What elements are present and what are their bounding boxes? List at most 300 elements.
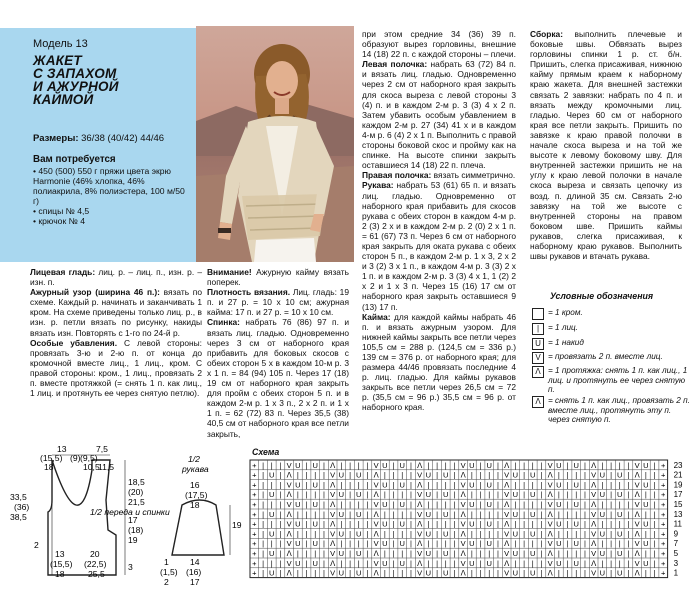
chart-cell-symbol: | — [523, 470, 526, 480]
paragraph-text: Ажурную кайму вязать поперек. — [207, 267, 349, 288]
chart-cell-symbol: U — [512, 568, 519, 578]
chart-cell-symbol: | — [566, 480, 569, 490]
chart-cell-symbol: | — [436, 519, 439, 529]
chart-cell-symbol: + — [661, 509, 666, 519]
chart-cell-symbol: | — [366, 509, 369, 519]
chart-cell-symbol: U — [399, 480, 405, 490]
chart-cell-symbol: | — [531, 460, 534, 470]
chart-cell-symbol: U — [382, 460, 388, 470]
chart-cell-symbol: | — [618, 519, 621, 529]
chart-cell-symbol: | — [566, 519, 569, 529]
chart-cell-symbol: | — [409, 509, 412, 519]
chart-row-number: 3 — [673, 558, 679, 568]
dim-r1: 18,5 — [128, 477, 145, 487]
chart-cell-symbol: | — [392, 568, 395, 578]
chart-cell-symbol: | — [366, 470, 369, 480]
chart-cell-symbol: | — [453, 529, 456, 539]
chart-cell-symbol: | — [279, 549, 282, 558]
chart-cell-symbol: V — [591, 529, 597, 539]
chart-cell-symbol: V — [547, 500, 553, 509]
paragraph-text: набрать 76 (86) 97 п. и вязать лиц. гладью. Одновременно через 3 см от наборного края прибавить для боковых скосов с обеих сторон 5 х в каждом 10-м р. 3 х 1 п. = 84 (94) 105 п. Через 17 (18) 19 см от наборного края закрыть для пройм с обеих сторон 5 п. и в каждом 2-м р. 1 х 3 п., 2 х 2 п. и 1 х 1 п. = 62 (72) 83 п. Через 35,5 (38) 40,5 см от наборного края все петли закрыть, — [207, 317, 349, 439]
chart-cell-symbol: | — [583, 558, 586, 568]
chart-cell-symbol: | — [444, 539, 447, 549]
chart-cell-symbol: | — [514, 539, 517, 549]
chart-cell-symbol: | — [436, 529, 439, 539]
chart-cell-symbol: U — [425, 549, 432, 558]
chart-cell-symbol: | — [349, 558, 352, 568]
chart-cell-symbol: U — [486, 460, 492, 470]
chart-cell-symbol: V — [634, 500, 640, 509]
dim-b4: 20 — [90, 549, 100, 559]
chart-cell-symbol: U — [469, 460, 475, 470]
chart-cell-symbol: | — [383, 568, 386, 578]
chart-cell-symbol: + — [252, 460, 257, 470]
chart-cell-symbol: | — [401, 568, 404, 578]
chart-cell-symbol: U — [338, 549, 345, 558]
piece-label-text: 1/2 переда и спинки — [90, 507, 170, 517]
chart-cell-symbol: | — [340, 500, 343, 509]
chart-cell-symbol: | — [444, 460, 447, 470]
dim-b2: (15,5) — [50, 559, 73, 569]
chart-cell-symbol: + — [661, 500, 666, 509]
chart-cell-symbol: U — [312, 460, 318, 470]
sleeve-label-1: 1/2 — [188, 454, 200, 464]
chart-cell-symbol: | — [409, 460, 412, 470]
chart-cell-symbol: | — [314, 549, 317, 558]
chart-cell-symbol: V — [591, 509, 597, 519]
chart-cell-symbol: V — [330, 490, 336, 500]
chart-cell-symbol: | — [427, 519, 430, 529]
chart-cell-symbol: V — [417, 509, 423, 519]
chart-cell-symbol: | — [436, 539, 439, 549]
chart-cell-symbol: | — [540, 460, 543, 470]
chart-cell-symbol: | — [610, 500, 613, 509]
chart-cell-symbol: | — [401, 549, 404, 558]
chart-cell-symbol: | — [314, 490, 317, 500]
chart-cell-symbol: ᐱ — [504, 480, 510, 490]
chart-cell-symbol: + — [661, 480, 666, 490]
text-column-4 — [530, 29, 682, 261]
chart-cell-symbol: V — [286, 480, 292, 490]
chart-cell-symbol: | — [279, 529, 282, 539]
chart-cell-symbol: U — [599, 568, 606, 578]
chart-cell-symbol: | — [314, 509, 317, 519]
chart-cell-symbol: ᐱ — [460, 509, 466, 519]
paragraph-text: вязать симметрично. — [431, 170, 516, 181]
chart-cell-symbol: | — [566, 568, 569, 578]
chart-cell-symbol: | — [436, 480, 439, 490]
chart-cell-symbol: | — [601, 519, 604, 529]
paragraph-text: набрать 63 (72) 84 п. и вязать лиц. гладью. Одновременно через 2 см от наборного края закрыть для скоса выреза с левой стороны 3 (4) п. и в каждом 2-м р. 3 (3) 4 х 2 п. Затем убавить особым убавлением в каждом 2-м р. 27 (34) 41 х и в каждом 4-м р. 6 (4) 2 х 1 п. Выполнить с правой стороны боковой скос и пройму как на спинке. На высоте спинки закрыть оставшиеся 14 (18) 22 п. плеча. — [362, 59, 516, 171]
chart-cell-symbol: | — [279, 490, 282, 500]
dim-left1: 33,5 — [10, 492, 27, 502]
chart-cell-symbol: U — [269, 509, 275, 519]
chart-cell-symbol: | — [279, 568, 282, 578]
chart-cell-symbol: | — [366, 519, 369, 529]
chart-cell-symbol: | — [479, 490, 482, 500]
chart-cell-symbol: | — [401, 490, 404, 500]
chart-cell-symbol: | — [427, 500, 430, 509]
chart-cell-symbol: ᐱ — [417, 539, 423, 549]
chart-cell-symbol: U — [643, 500, 649, 509]
chart-cell-symbol: U — [469, 500, 475, 509]
chart-cell-symbol: | — [296, 549, 299, 558]
chart-cell-symbol: | — [366, 558, 369, 568]
chart-cell-symbol: | — [610, 490, 613, 500]
chart-cell-symbol: | — [523, 480, 526, 490]
chart-cell-symbol: | — [514, 480, 517, 490]
chart-cell-symbol: ᐱ — [373, 470, 379, 480]
chart-cell-symbol: U — [425, 470, 432, 480]
chart-cell-symbol: | — [296, 470, 299, 480]
chart-row-number: 13 — [673, 509, 683, 519]
chart-cell-symbol: | — [479, 529, 482, 539]
chart-cell-symbol: ᐱ — [547, 490, 553, 500]
chart-cell-symbol: | — [644, 490, 647, 500]
chart-cell-symbol: V — [373, 480, 379, 490]
dim-left3: 38,5 — [10, 512, 27, 522]
chart-cell-symbol: ᐱ — [373, 549, 379, 558]
chart-cell-symbol: | — [523, 460, 526, 470]
chart-cell-symbol: | — [392, 549, 395, 558]
chart-cell-symbol: | — [575, 490, 578, 500]
dim-w4: (9,5) — [80, 453, 98, 463]
paragraph-text: лиц. р. – лиц. п., изн. р. – изн. п. — [30, 267, 202, 288]
chart-cell-symbol: | — [401, 470, 404, 480]
chart-cell-symbol: | — [436, 460, 439, 470]
chart-cell-symbol: U — [643, 558, 649, 568]
chart-cell-symbol: | — [366, 480, 369, 490]
chart-cell-symbol: | — [644, 529, 647, 539]
chart-cell-symbol: | — [583, 490, 586, 500]
chart-cell-symbol: U — [617, 529, 623, 539]
paragraph-text: набрать 53 (61) 65 п. и вязать лиц. гладью. Одновременно от наборного края прибавить для скосов рукава с обеих сторон в каждом 4-м р. 2 (3) 2 х и в каждом 2-м р. 2 (0) 2 х 1 п. = 61 (67) 73 п. Через 6 см от наборного края закрыть для оката рукава с обеих сторон 5 п., в каждом 2-м р. 1 х 3, 2 х 2 и 3 (2) 3 х 1 п., в каждом 4-м р. 3 (3) 2 х 1 п. и в каждом 2-м р. 3 (3) 4 х 1, 1 (2) 2 х 2 и 1 х 3 п. Через 15 (16) 17 см от наборного края закрыть оставшиеся 9 (13) 17 п. — [362, 180, 516, 312]
chart-cell-symbol: | — [262, 500, 265, 509]
chart-cell-symbol: + — [252, 549, 257, 558]
chart-cell-symbol: ᐱ — [634, 529, 640, 539]
materials-item: • 450 (500) 550 г пряжи цвета экрю Harmonie (46% хлопка, 46% полиакрила, 8% полиэстера, 100 м/50 г) — [33, 166, 185, 206]
chart-cell-symbol: | — [575, 549, 578, 558]
edge-stitch-icon — [532, 308, 544, 320]
chart-cell-symbol: | — [383, 529, 386, 539]
chart-cell-symbol: U — [573, 519, 579, 529]
chart-cell-symbol: U — [443, 568, 449, 578]
yarn-over-icon: U — [532, 338, 544, 350]
chart-cell-symbol: U — [425, 529, 432, 539]
chart-cell-symbol: | — [383, 509, 386, 519]
chart-cell-symbol: | — [479, 500, 482, 509]
chart-cell-symbol: + — [252, 529, 257, 539]
dim-b6: 2 — [164, 577, 169, 587]
chart-cell-symbol: | — [436, 568, 439, 578]
materials-item: • крючок № 4 — [33, 216, 85, 226]
chart-cell-symbol: | — [270, 539, 273, 549]
chart-cell-symbol: U — [599, 549, 606, 558]
chart-cell-symbol: | — [453, 509, 456, 519]
chart-cell-symbol: | — [618, 558, 621, 568]
chart-cell-symbol: | — [627, 480, 630, 490]
chart-cell-symbol: | — [392, 500, 395, 509]
chart-cell-symbol: | — [610, 480, 613, 490]
dim-r5: (18) — [128, 525, 144, 535]
chart-cell-symbol: | — [531, 519, 534, 529]
dim-r6: 19 — [128, 535, 138, 545]
chart-cell-symbol: | — [262, 480, 265, 490]
chart-cell-symbol: | — [322, 529, 325, 539]
dim-w5: 11,5 — [98, 462, 115, 472]
chart-cell-symbol: | — [262, 549, 265, 558]
chart-cell-symbol: | — [618, 480, 621, 490]
chart-cell-symbol: | — [436, 549, 439, 558]
dim-r2: (20) — [128, 487, 144, 497]
chart-cell-symbol: | — [427, 460, 430, 470]
knitting-chart — [248, 458, 688, 584]
chart-cell-symbol: | — [444, 500, 447, 509]
chart-cell-symbol: U — [469, 539, 475, 549]
chart-cell-symbol: V — [286, 558, 292, 568]
chart-cell-symbol: V — [460, 539, 466, 549]
chart-cell-symbol: | — [409, 568, 412, 578]
chart-cell-symbol: V — [417, 568, 423, 578]
chart-cell-symbol: | — [305, 539, 308, 549]
chart-cell-symbol: | — [496, 460, 499, 470]
chart-cell-symbol: | — [340, 460, 343, 470]
chart-cell-symbol: | — [531, 480, 534, 490]
chart-cell-symbol: V — [417, 529, 423, 539]
materials-item: • спицы № 4,5 — [33, 206, 90, 216]
chart-cell-symbol: ᐱ — [504, 558, 510, 568]
chart-cell-symbol: U — [295, 480, 301, 490]
chart-cell-symbol: | — [644, 509, 647, 519]
chart-cell-symbol: U — [356, 509, 362, 519]
chart-cell-symbol: | — [610, 509, 613, 519]
chart-cell-symbol: | — [427, 539, 430, 549]
chart-cell-symbol: U — [556, 539, 562, 549]
chart-cell-symbol: | — [366, 549, 369, 558]
chart-cell-symbol: | — [296, 529, 299, 539]
sizes-label: Размеры: — [33, 133, 79, 144]
chart-cell-symbol: | — [601, 480, 604, 490]
chart-cell-symbol: U — [269, 568, 275, 578]
chart-cell-symbol: | — [262, 490, 265, 500]
chart-cell-symbol: | — [453, 500, 456, 509]
chart-cell-symbol: | — [523, 509, 526, 519]
chart-cell-symbol: | — [453, 539, 456, 549]
chart-cell-symbol: V — [547, 460, 553, 470]
chart-cell-symbol: V — [460, 558, 466, 568]
chart-cell-symbol: | — [262, 539, 265, 549]
dim-w3: 10,5 — [83, 462, 100, 472]
chart-cell-symbol: U — [356, 529, 362, 539]
chart-cell-symbol: ᐱ — [460, 549, 466, 558]
chart-cell-symbol: U — [469, 480, 475, 490]
knit-stitch-icon: | — [532, 323, 544, 335]
chart-cell-symbol: ᐱ — [417, 500, 423, 509]
chart-cell-symbol: U — [486, 519, 492, 529]
chart-cell-symbol: | — [322, 460, 325, 470]
chart-cell-symbol: | — [566, 549, 569, 558]
chart-cell-symbol: + — [252, 539, 257, 549]
chart-cell-symbol: ᐱ — [504, 539, 510, 549]
chart-cell-symbol: | — [296, 568, 299, 578]
chart-cell-symbol: ᐱ — [591, 558, 597, 568]
article-title — [33, 54, 119, 106]
chart-cell-symbol: | — [479, 558, 482, 568]
chart-cell-symbol: ᐱ — [417, 558, 423, 568]
dim-b4: 1 — [164, 557, 169, 567]
dim-top: 13 — [57, 444, 67, 454]
chart-cell-symbol: U — [512, 529, 519, 539]
chart-cell-symbol: V — [591, 470, 597, 480]
chart-cell-symbol: | — [601, 539, 604, 549]
model-photo — [196, 26, 354, 262]
chart-cell-symbol: U — [573, 558, 579, 568]
chart-cell-symbol: U — [443, 490, 449, 500]
paragraph — [207, 267, 349, 287]
chart-cell-symbol: | — [496, 568, 499, 578]
chart-cell-symbol: V — [547, 480, 553, 490]
chart-cell-symbol: | — [349, 500, 352, 509]
chart-cell-symbol: | — [583, 500, 586, 509]
chart-row-number: 5 — [673, 549, 679, 558]
chart-cell-symbol: U — [617, 509, 623, 519]
chart-cell-symbol: | — [436, 470, 439, 480]
chart-cell-symbol: U — [617, 490, 623, 500]
chart-cell-symbol: | — [409, 480, 412, 490]
chart-cell-symbol: U — [338, 568, 345, 578]
chart-cell-symbol: | — [496, 480, 499, 490]
chart-cell-symbol: | — [427, 480, 430, 490]
sizes — [33, 133, 164, 144]
chart-cell-symbol: V — [330, 470, 336, 480]
chart-cell-symbol: | — [314, 470, 317, 480]
chart-cell-symbol: V — [504, 549, 510, 558]
dim-b2: (16) — [186, 567, 202, 577]
chart-cell-symbol: | — [296, 490, 299, 500]
chart-cell-symbol: | — [610, 549, 613, 558]
chart-cell-symbol: U — [382, 500, 388, 509]
chart-cell-symbol: | — [566, 509, 569, 519]
chart-cell-symbol: U — [530, 568, 536, 578]
chart-cell-symbol: | — [653, 568, 656, 578]
chart-cell-symbol: | — [479, 480, 482, 490]
chart-cell-symbol: | — [409, 558, 412, 568]
title-line: ЖАКЕТ — [33, 53, 82, 68]
chart-cell-symbol: | — [627, 558, 630, 568]
paragraph-heading: Спинка: — [207, 317, 240, 328]
chart-cell-symbol: ᐱ — [547, 549, 553, 558]
chart-cell-symbol: + — [661, 558, 666, 568]
chart-cell-symbol: U — [295, 539, 301, 549]
chart-cell-symbol: | — [583, 539, 586, 549]
chart-cell-symbol: V — [460, 519, 466, 529]
chart-cell-symbol: | — [357, 480, 360, 490]
chart-cell-symbol: + — [252, 509, 257, 519]
chart-cell-symbol: | — [618, 460, 621, 470]
chart-cell-symbol: U — [486, 558, 492, 568]
chart-cell-symbol: | — [557, 549, 560, 558]
legend-text: = снять 1 п. как лиц., провязать 2 п. вместе лиц., протянуть эту п. через снятую п. — [548, 396, 690, 425]
chart-cell-symbol: | — [496, 549, 499, 558]
chart-cell-symbol: ᐱ — [547, 568, 553, 578]
paragraph — [362, 29, 516, 59]
chart-cell-symbol: | — [270, 558, 273, 568]
chart-cell-symbol: U — [399, 539, 405, 549]
chart-cell-symbol: | — [383, 549, 386, 558]
chart-cell-symbol: U — [269, 549, 275, 558]
chart-cell-symbol: U — [556, 519, 562, 529]
paragraph-text: вязать по схеме. Каждый р. начинать и заканчивать 1 кром. На схеме приведены только лиц. р., в изн. р. петли вязать по рисунку, накиды вязать изн. Повторять с 1-го по 24-й р. — [30, 287, 202, 338]
paragraph-text: для каждой каймы набрать 46 п. и вязать ажурным узором. Для нижней каймы закрыть все петли через 105,5 см = 288 р. (124,5 см = 336 р.) 139 см = 376 р. от наборного края; для размера 44/46 провязать последние 4 р. лиц. гладью. Для каймы рукавов закрыть все петли через 26,5 см = 72 р. (35,5 см = 96 р.) 35,5 см = 96 р. от наборного края. — [362, 311, 516, 413]
chart-cell-symbol: ᐱ — [460, 568, 466, 578]
chart-cell-symbol: | — [523, 568, 526, 578]
chart-cell-symbol: | — [610, 539, 613, 549]
chart-cell-symbol: V — [634, 460, 640, 470]
chart-cell-symbol: | — [270, 500, 273, 509]
chart-cell-symbol: ᐱ — [330, 539, 336, 549]
chart-cell-symbol: | — [470, 470, 473, 480]
chart-cell-symbol: | — [566, 490, 569, 500]
paragraph-heading: Внимание! — [207, 267, 252, 277]
chart-cell-symbol: | — [653, 519, 656, 529]
chart-cell-symbol: V — [330, 509, 336, 519]
dim-r3: 21,5 — [128, 497, 145, 507]
chart-cell-symbol: | — [523, 558, 526, 568]
chart-cell-symbol: | — [479, 460, 482, 470]
chart-cell-symbol: | — [340, 539, 343, 549]
chart-cell-symbol: | — [557, 568, 560, 578]
model-number: Модель 13 — [33, 38, 88, 50]
paragraph-heading: Кайма: — [362, 311, 391, 322]
chart-cell-symbol: ᐱ — [634, 509, 640, 519]
chart-cell-symbol: U — [295, 500, 301, 509]
chart-cell-symbol: + — [252, 470, 257, 480]
chart-cell-symbol: | — [618, 500, 621, 509]
front-back-pattern — [0, 440, 170, 591]
chart-cell-symbol: | — [653, 549, 656, 558]
chart-cell-symbol: | — [262, 558, 265, 568]
chart-cell-symbol: ᐱ — [634, 470, 640, 480]
dim-b5: (1,5) — [160, 567, 178, 577]
chart-cell-symbol: | — [409, 529, 412, 539]
chart-row-number: 17 — [673, 490, 683, 500]
chart-cell-symbol: ᐱ — [634, 549, 640, 558]
chart-cell-symbol: | — [270, 460, 273, 470]
chart-cell-symbol: + — [661, 529, 666, 539]
chart-cell-symbol: ᐱ — [286, 490, 292, 500]
chart-cell-symbol: U — [312, 558, 318, 568]
chart-cell-symbol: U — [486, 500, 492, 509]
text-column-3 — [362, 29, 516, 413]
chart-cell-symbol: V — [460, 500, 466, 509]
chart-cell-symbol: | — [618, 539, 621, 549]
chart-cell-symbol: V — [547, 558, 553, 568]
chart-cell-symbol: | — [496, 539, 499, 549]
chart-cell-symbol: | — [627, 539, 630, 549]
chart-cell-symbol: | — [305, 460, 308, 470]
chart-cell-symbol: | — [566, 500, 569, 509]
chart-cell-symbol: ᐱ — [591, 460, 597, 470]
chart-cell-symbol: ᐱ — [330, 519, 336, 529]
chart-cell-symbol: U — [382, 480, 388, 490]
chart-cell-symbol: U — [443, 470, 449, 480]
chart-cell-symbol: V — [373, 460, 379, 470]
chart-cell-symbol: V — [591, 568, 597, 578]
paragraph — [362, 180, 516, 311]
paragraph-heading: Плотность вязания. — [207, 287, 291, 298]
chart-cell-symbol: | — [349, 490, 352, 500]
chart-cell-symbol: ᐱ — [373, 490, 379, 500]
